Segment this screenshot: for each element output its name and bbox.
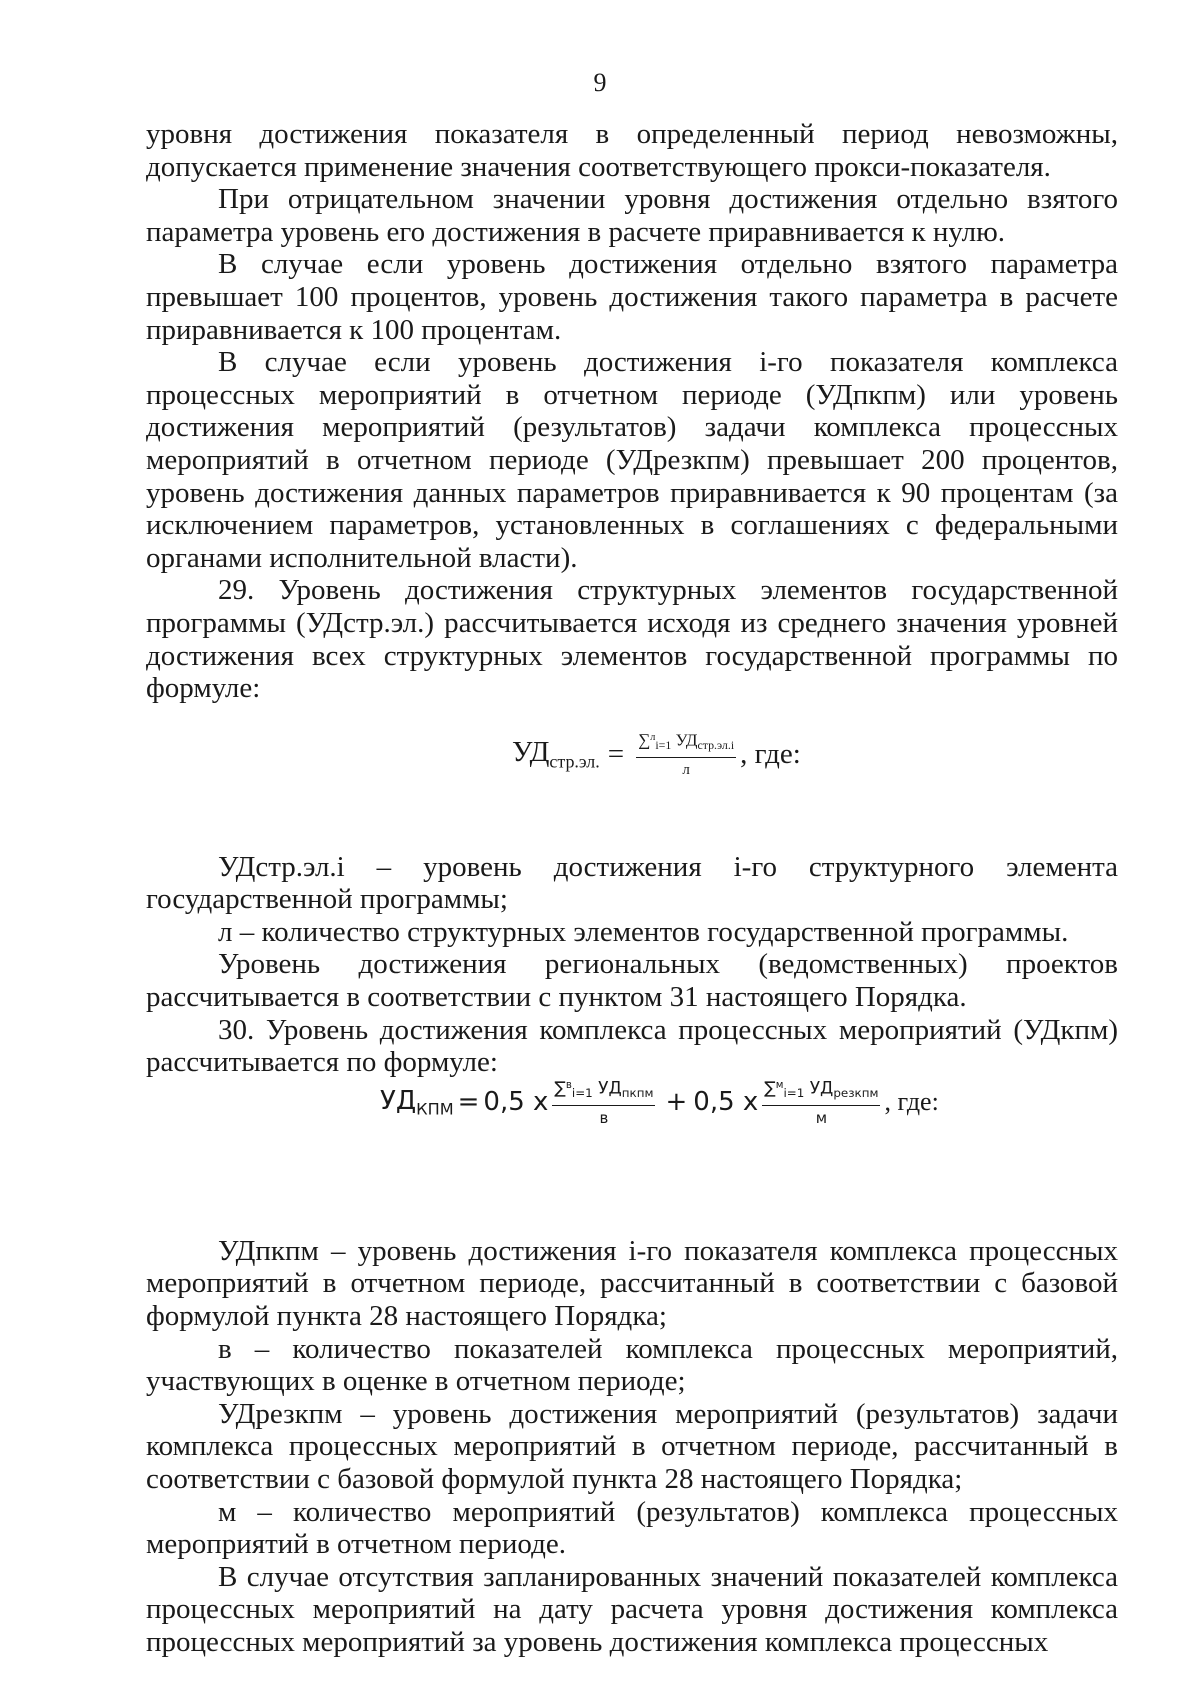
paragraph: УДпкпм – уровень достижения i-го показателя комплекса процессных мероприятий в отчетном периоде, рассчитанный в соответствии с базовой формулой пункта 28 настоящего Порядка; [146, 1234, 1118, 1333]
paragraph: в – количество показателей комплекса процессных мероприятий, участвующих в оценке в отчетном периоде; [146, 1332, 1118, 1398]
formula-plus: + [665, 1087, 688, 1118]
formula-lhs: $УД_{стр.эл.}$ [512, 735, 600, 772]
paragraph: УДрезкпм – уровень достижения мероприятий (результатов) задачи комплекса процессных мероприятий в отчетном периоде, рассчитанный в соответствии с базовой формулой пункта 28 настоящего Порядка; [146, 1397, 1118, 1495]
formula-structural-elements [512, 728, 932, 798]
paragraph: УДстр.эл.i – уровень достижения i-го структурного элемента государственной программы; [146, 850, 1118, 916]
fraction-numerator: ∑$^л_{i=1}$ $УД_{стр.эл.i}$ [636, 728, 736, 758]
formula-process-complex [380, 1076, 1000, 1156]
paragraph: м – количество мероприятий (результатов) комплекса процессных мероприятий в отчетном периоде. [146, 1495, 1118, 1561]
fraction-numerator: ∑$^в_{i=1}$ $УД_{пкпм}$ [552, 1076, 655, 1106]
fraction-denominator: л [682, 762, 690, 779]
formula-lhs: $УД_{КПМ}$ [380, 1085, 454, 1119]
formula-tail: , где: [740, 737, 801, 770]
document-body [146, 118, 1118, 1659]
formula-equals: = [607, 737, 625, 770]
paragraph: уровня достижения показателя в определенный период невозможны, допускается применение значения соответствующего прокси-показателя. [146, 118, 1118, 183]
formula-fraction [636, 728, 736, 780]
fraction-numerator: ∑$^м_{i=1}$ $УД_{резкпм}$ [762, 1076, 880, 1106]
fraction-denominator: в [599, 1109, 609, 1128]
paragraph: В случае отсутствия запланированных значений показателей комплекса процессных мероприятий на дату расчета уровня достижения комплекса процессных мероприятий за уровень достижения комплекса процессных [146, 1560, 1118, 1658]
paragraph: Уровень достижения региональных (ведомственных) проектов рассчитывается в соответствии с пунктом 31 настоящего Порядка. [146, 948, 1118, 1014]
formula-equals: = [457, 1087, 480, 1118]
formula-fraction [762, 1076, 880, 1128]
paragraph: В случае если уровень достижения i-го показателя комплекса процессных мероприятий в отчетном периоде (УДпкпм) или уровень достижения мероприятий (результатов) задачи комплекса процессных мероприятий в отчетном периоде (УДрезкпм) превышает 200 процентов, уровень достижения данных параметров приравнивается к 90 процентам (за исключением параметров, установленных в соглашениях с федеральными органами исполнительной власти). [146, 346, 1118, 574]
paragraph: При отрицательном значении уровня достижения отдельно взятого параметра уровень его достижения в расчете приравнивается к нулю. [146, 183, 1118, 248]
page-number: 9 [593, 68, 607, 97]
formula-coefficient: 0,5 х [693, 1087, 759, 1118]
paragraph: В случае если уровень достижения отдельно взятого параметра превышает 100 процентов, уровень достижения такого параметра в расчете приравнивается к 100 процентам. [146, 248, 1118, 346]
paragraph: 30. Уровень достижения комплекса процессных мероприятий (УДкпм) рассчитывается по формуле: [146, 1013, 1118, 1079]
fraction-denominator: м [815, 1109, 828, 1128]
paragraph: 29. Уровень достижения структурных элементов государственной программы (УДстр.эл.) рассчитывается исходя из среднего значения уровней достижения всех структурных элементов государственной программы по формуле: [146, 574, 1118, 705]
formula-tail: , где: [884, 1087, 939, 1117]
paragraph: л – количество структурных элементов государственной программы. [218, 915, 1069, 948]
formula-coefficient: 0,5 х [483, 1087, 549, 1118]
formula-fraction [552, 1076, 655, 1128]
